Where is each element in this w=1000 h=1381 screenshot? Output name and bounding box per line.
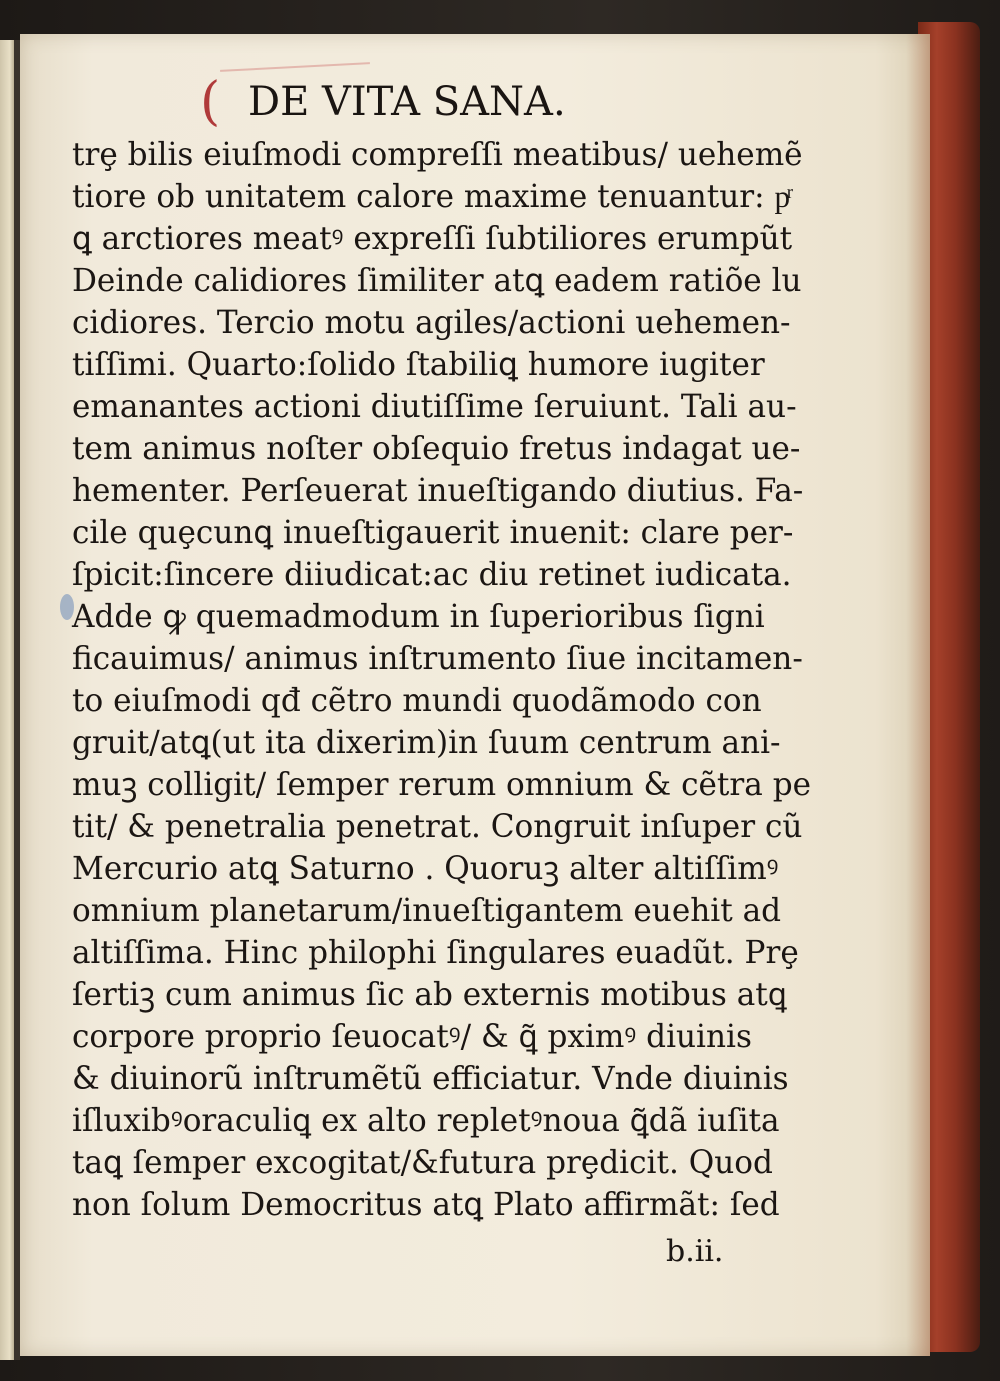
text-line: tit/ & penetralia penetrat. Congruit inſuper cũ	[72, 809, 803, 845]
text-line: gruit/atꝗ(ut ita dixerim)in ſuum centrum ani-	[72, 725, 781, 761]
text-line: ſpicit:ſincere diiudicat:ac diu retinet iudicata.	[72, 557, 792, 593]
text-line: cile quȩcunꝗ inueſtigauerit inuenit: clare per-	[72, 515, 794, 551]
text-line: tem animus noſter obſequio fretus indagat ue-	[72, 431, 801, 467]
book-page	[20, 34, 930, 1356]
text-line: muꝫ colligit/ ſemper rerum omnium & cẽtra pe	[72, 767, 812, 803]
text-block	[72, 134, 852, 1234]
painted-initial-guide	[60, 594, 74, 620]
text-line: Deinde calidiores ſimiliter atꝗ eadem ratiõe lu	[72, 263, 802, 299]
text-line: iſluxibꝰoraculiꝗ ex alto repletꝰnoua ꝗ̃dã iuſita	[72, 1103, 780, 1139]
text-line: taꝗ ſemper excogitat/&futura prȩdicit. Quod	[72, 1145, 773, 1181]
text-line: Mercurio atꝗ Saturno . Quoruꝫ alter altiſſimꝰ	[72, 851, 779, 887]
rubrication-stroke	[220, 62, 370, 72]
text-line: omnium planetarum/inueſtigantem euehit ad	[72, 893, 782, 929]
text-line: non ſolum Democritus atꝗ Plato affirmãt: ſed	[72, 1187, 780, 1223]
text-line: corpore proprio ſeuocatꝰ/ & ꝗ̃ pximꝰ diuinis	[72, 1019, 752, 1055]
text-line: ꝗ arctiores meatꝰ expreſſi ſubtiliores erumpũt	[72, 221, 793, 257]
text-line: altiſſima. Hinc philophi ſingulares euadũt. Prȩ	[72, 935, 799, 971]
page-edge-stain	[906, 34, 930, 1356]
text-line: ſertiꝫ cum animus ſic ab externis motibus atꝗ	[72, 977, 787, 1013]
text-line: hementer. Perſeuerat inueſtigando diutius. Fa-	[72, 473, 804, 509]
text-line: Adde ꝙ quemadmodum in ſuperioribus ſigni	[72, 599, 765, 635]
running-head: DE VITA SANA.	[248, 79, 566, 125]
facing-page-edge	[0, 40, 14, 1360]
text-line: emanantes actioni diutiſſime ſeruiunt. Tali au-	[72, 389, 797, 425]
text-line: trȩ bilis eiuſmodi compreſſi meatibus/ uehemẽ	[72, 137, 803, 173]
text-line: tiſſimi. Quarto:ſolido ſtabiliꝗ humore iugiter	[72, 347, 765, 383]
text-line: cidiores. Tercio motu agiles/actioni uehemen-	[72, 305, 791, 341]
text-line: ficauimus/ animus inſtrumento ſiue incitamen-	[72, 641, 803, 677]
signature-mark: b.ii.	[666, 1234, 724, 1269]
paragraph-mark: (	[200, 72, 221, 132]
text-line: to eiuſmodi qđ cẽtro mundi quodãmodo con	[72, 683, 762, 719]
text-line: tiore ob unitatem calore maxime tenuantur: pͬ	[72, 179, 791, 215]
text-line: & diuinorũ inſtrumẽtũ efficiatur. Vnde diuinis	[72, 1061, 789, 1097]
